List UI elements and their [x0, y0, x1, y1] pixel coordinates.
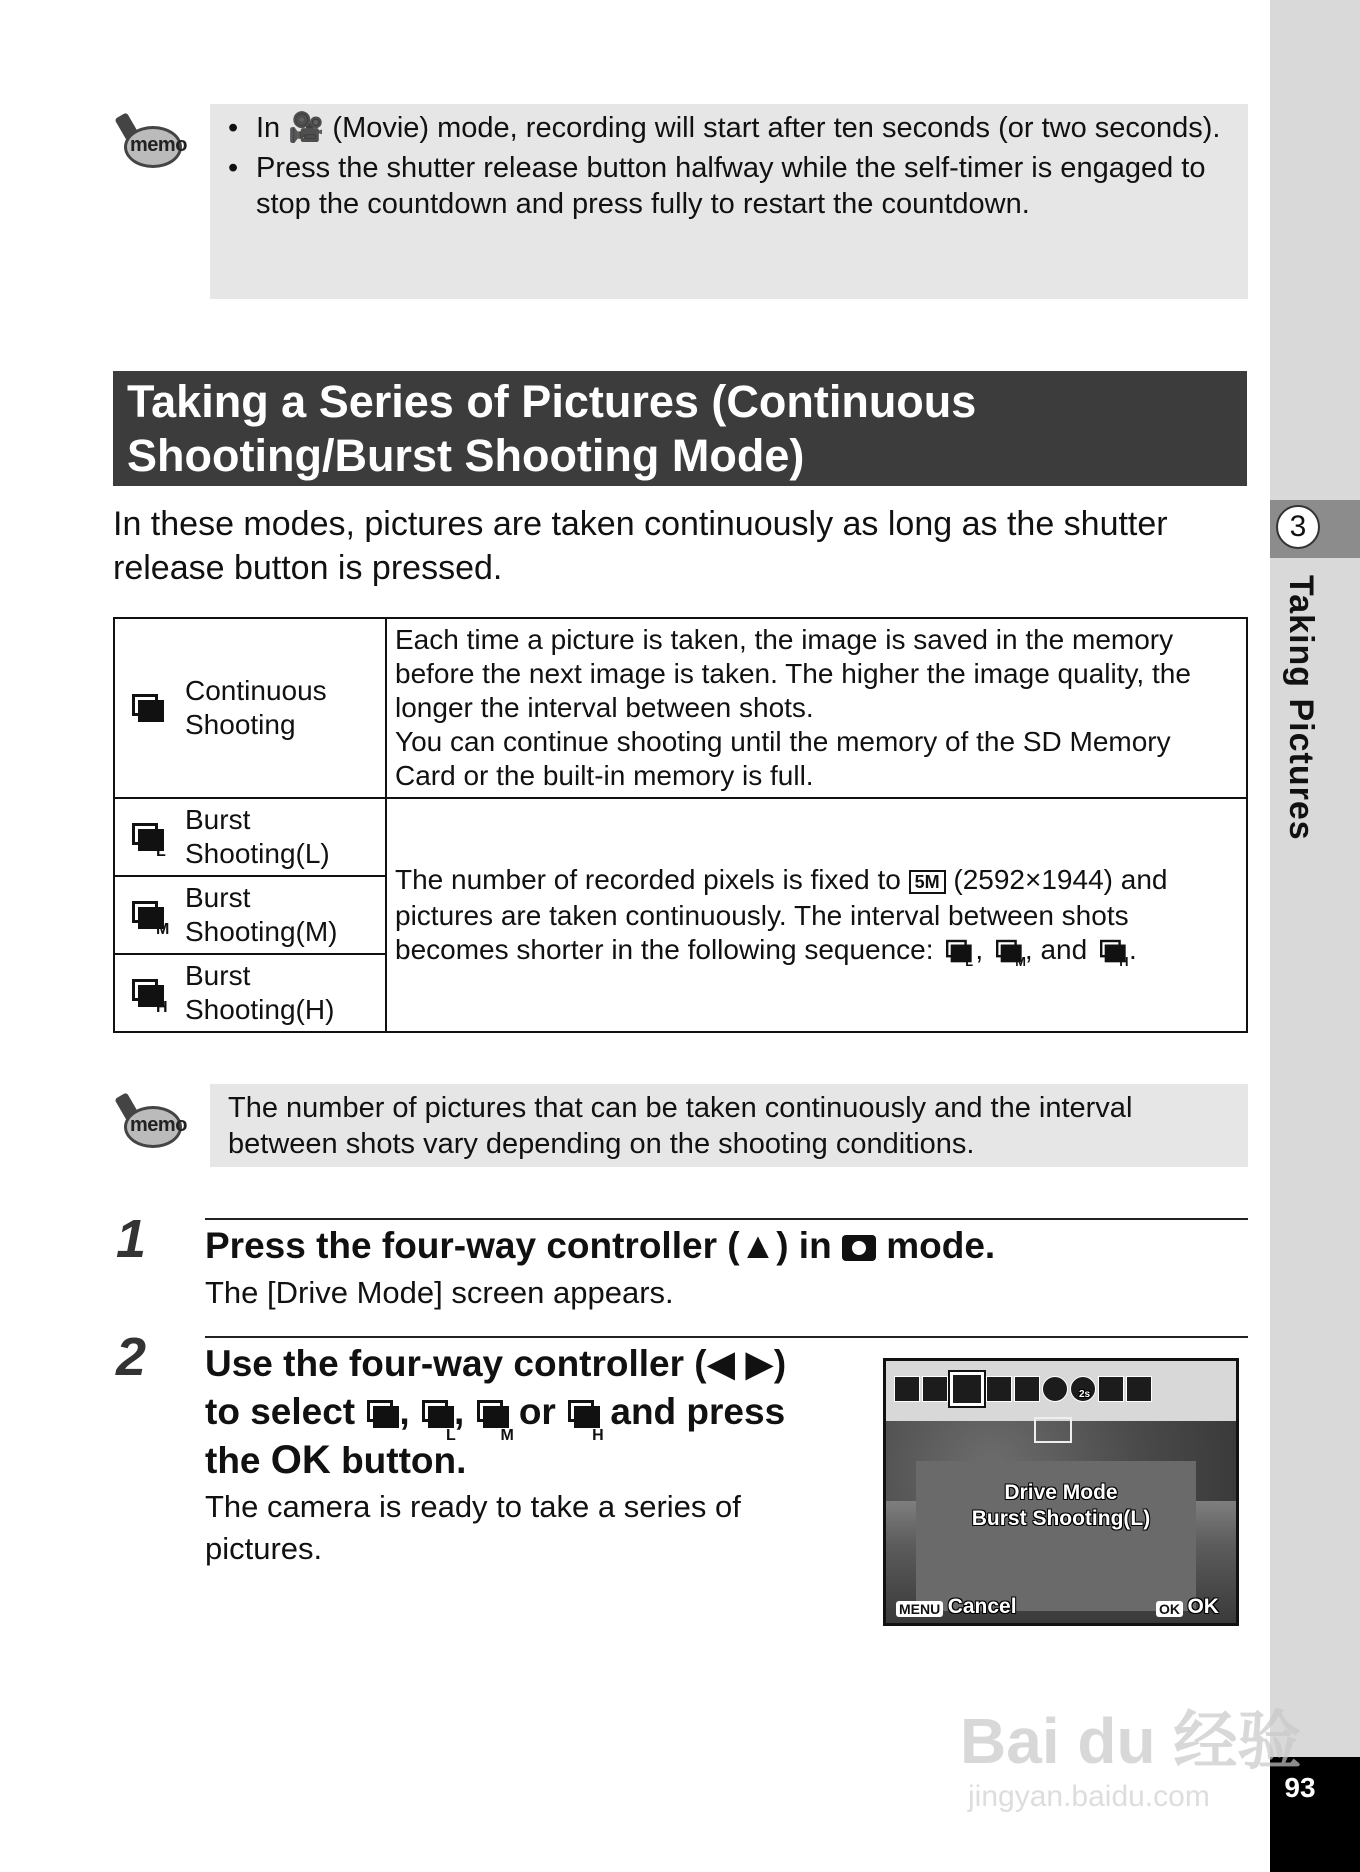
pixel-size-icon: 5M — [909, 870, 946, 894]
burst-m-icon[interactable] — [986, 1376, 1012, 1402]
mode-label: Burst Shooting(L) — [185, 804, 330, 869]
mode-description: Each time a picture is taken, the image is saved in the memory before the next image is taken. The higher the image quality, the longer the interval between shots. — [395, 624, 1191, 723]
mode-label: Burst Shooting(M) — [185, 882, 338, 947]
burst-m-icon: M — [994, 938, 1021, 964]
camera-icon — [842, 1235, 876, 1261]
self-timer-2s-icon[interactable]: 2s — [1070, 1376, 1096, 1402]
mode-label: Continuous Shooting — [185, 675, 327, 740]
burst-m-icon: M — [475, 1398, 509, 1430]
cancel-control[interactable]: MENU Cancel — [896, 1595, 1017, 1619]
burst-l-icon[interactable] — [950, 1372, 984, 1406]
self-timer-icon[interactable] — [1042, 1376, 1068, 1402]
burst-l-icon: L — [420, 1398, 454, 1430]
continuous-shooting-icon — [130, 692, 164, 724]
auto-bracket-icon[interactable] — [1126, 1376, 1152, 1402]
divider — [205, 1218, 1248, 1220]
chapter-number: 3 — [1276, 505, 1320, 549]
table-row — [114, 618, 1247, 798]
burst-h-icon: H — [130, 977, 164, 1009]
drive-mode-icon-bar — [894, 1369, 1230, 1409]
step-number: 1 — [116, 1209, 147, 1269]
page-number: 93 — [1284, 1772, 1316, 1803]
burst-l-icon: L — [945, 938, 972, 964]
burst-description: The number of recorded pixels is fixed to 5M (2592×1944) and pictures are taken continuously. The interval between shots becomes shorter in the following sequence: L , M , and H . — [395, 863, 1168, 970]
divider — [205, 1336, 1248, 1338]
single-frame-icon[interactable] — [894, 1376, 920, 1402]
drive-mode-table — [113, 617, 1248, 1033]
memo-icon: memo — [116, 1092, 190, 1152]
table-row — [114, 798, 1247, 876]
burst-m-icon: M — [130, 899, 164, 931]
memo-item: • Press the shutter release button halfway while the self-timer is engaged to stop the countdown and press fully to restart the countdown. — [210, 150, 1248, 222]
ok-control[interactable]: OK OK — [1156, 1595, 1219, 1619]
ok-button-icon: OK — [270, 1438, 331, 1482]
section-title: Taking a Series of Pictures (Continuous Shooting/Burst Shooting Mode) — [113, 371, 1247, 486]
burst-h-icon: H — [1098, 938, 1125, 964]
remote-icon[interactable] — [1098, 1376, 1124, 1402]
memo-icon: memo — [116, 112, 190, 172]
camera-lcd-screen — [883, 1358, 1239, 1626]
memo-box — [210, 104, 1248, 299]
basketball-hoop-icon — [1034, 1417, 1072, 1443]
step-number: 2 — [116, 1327, 147, 1387]
memo-item: • In 🎥 (Movie) mode, recording will start after ten seconds (or two seconds). — [210, 110, 1248, 146]
menu-key: MENU — [896, 1601, 943, 1617]
step-body: The [Drive Mode] screen appears. — [205, 1275, 674, 1310]
lcd-selected-mode: Burst Shooting(L) — [971, 1507, 1151, 1530]
burst-l-icon: L — [130, 821, 164, 853]
baidu-watermark: Bai du 经验 — [960, 1705, 1302, 1777]
ok-key: OK — [1156, 1601, 1183, 1617]
chapter-title: Taking Pictures — [1282, 575, 1320, 841]
mode-description: You can continue shooting until the memory of the SD Memory Card or the built-in memory is full. — [395, 726, 1171, 791]
sidebar — [1270, 0, 1360, 1872]
step-title: Press the four-way controller (▲) in mode. — [205, 1225, 996, 1266]
step-body: The camera is ready to take a series of pictures. — [205, 1489, 741, 1566]
memo-box: The number of pictures that can be taken continuously and the interval between shots vary depending on the shooting conditions. — [210, 1084, 1248, 1167]
baidu-watermark-url: jingyan.baidu.com — [968, 1780, 1210, 1813]
step-title: Use the four-way controller (◀ ▶) to select , L , M or H and press the OK button. — [205, 1343, 787, 1482]
burst-h-icon: H — [566, 1398, 600, 1430]
section-intro: In these modes, pictures are taken continuously as long as the shutter release button is pressed. — [113, 505, 1168, 587]
lcd-title: Drive Mode — [1004, 1481, 1118, 1504]
continuous-shooting-icon[interactable] — [922, 1376, 948, 1402]
mode-label: Burst Shooting(H) — [185, 960, 335, 1025]
continuous-shooting-icon — [365, 1398, 399, 1430]
burst-h-icon[interactable] — [1014, 1376, 1040, 1402]
